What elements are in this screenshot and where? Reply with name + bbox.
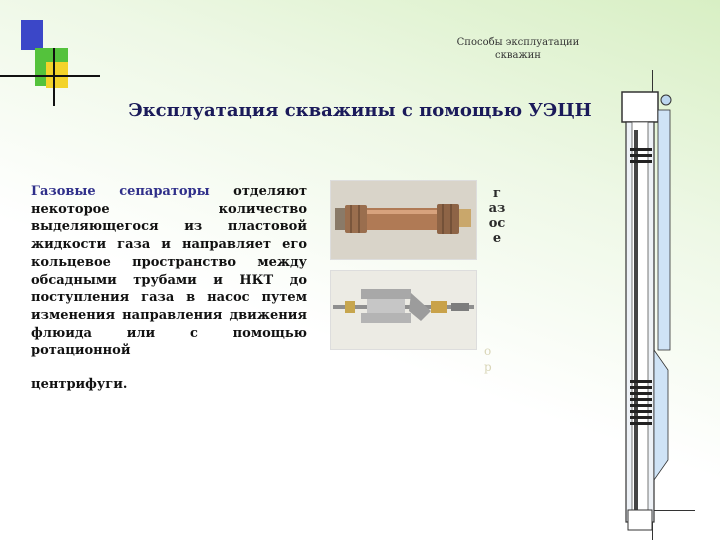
decor-vertical-line (53, 48, 55, 106)
separator-cross-section-diagram (610, 70, 710, 540)
body-highlight: Газовые сепараторы (31, 184, 210, 199)
body-paragraph (31, 183, 307, 394)
vertical-caption-line: аз (488, 201, 506, 216)
decor-horizontal-line (0, 75, 100, 77)
faint-caption-line: р (484, 360, 492, 374)
header-line-1: Способы эксплуатации (456, 37, 580, 48)
vertical-caption-faint (484, 343, 498, 375)
separator-photo (330, 180, 477, 260)
separator-parts-photo (330, 270, 477, 350)
vertical-caption-line: ос (488, 216, 506, 231)
slide-header (438, 36, 598, 62)
decor-blue-square (21, 20, 43, 50)
faint-caption-line: о (484, 344, 492, 358)
vertical-caption-line: г (493, 186, 501, 201)
vertical-caption-line: е (492, 231, 502, 246)
body-last-word: центрифуги. (31, 377, 128, 393)
slide-title: Эксплуатация скважины с помощью УЭЦН (128, 100, 592, 121)
separator-parts-image (331, 271, 476, 349)
body-text: отделяют некоторое количество выделяющегося из пластовой жидкости газа и направляет его кольцевое пространство между обсадными трубами и НКТ до поступления газа в насос путем изменения направления движения флюида или с помощью ротационной (31, 184, 307, 359)
separator-image (331, 181, 476, 259)
header-line-2: скважин (495, 50, 541, 61)
vertical-caption (485, 186, 509, 246)
